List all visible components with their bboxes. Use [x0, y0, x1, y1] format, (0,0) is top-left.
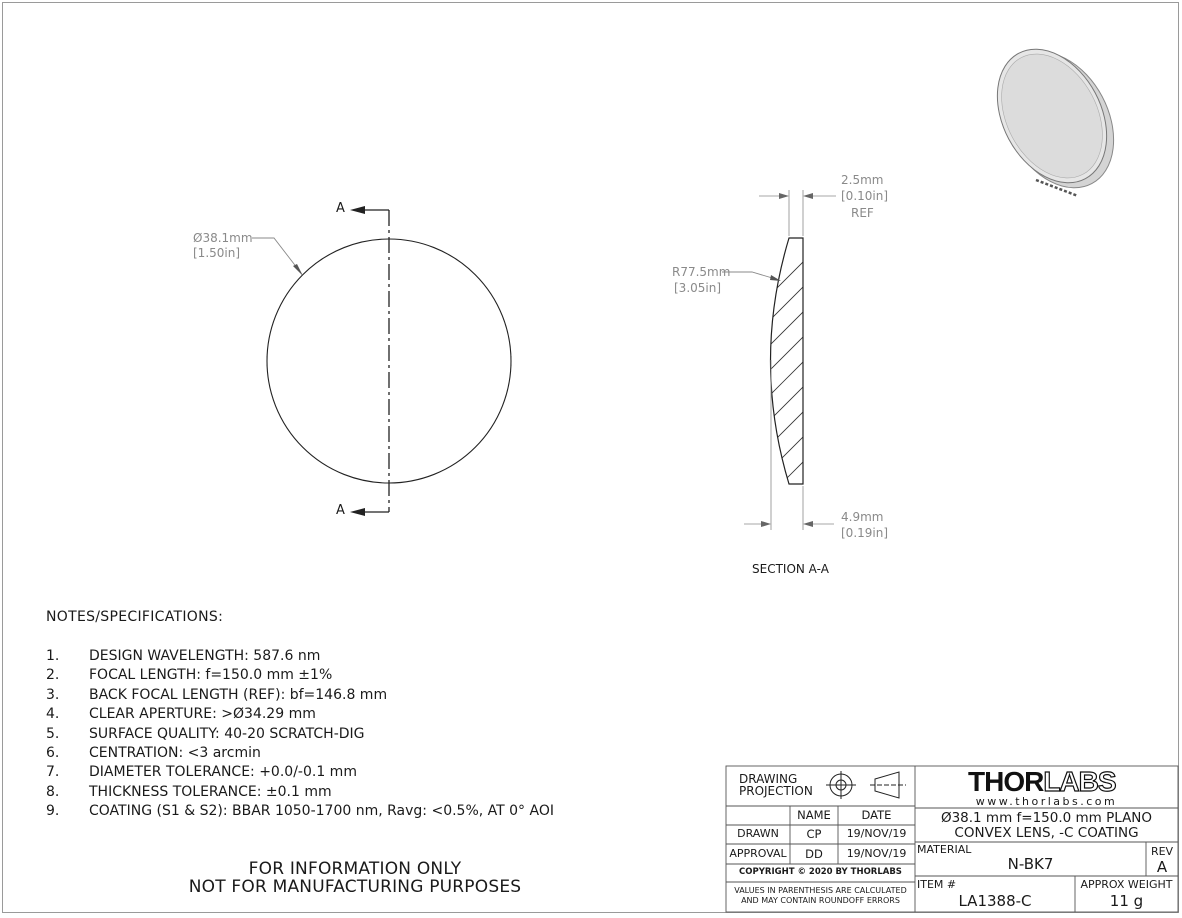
- col-name-header: NAME: [797, 808, 831, 822]
- note-item: 2. FOCAL LENGTH: f=150.0 mm ±1%: [46, 667, 333, 684]
- item-label: ITEM #: [917, 878, 957, 891]
- diameter-leader: [252, 238, 301, 273]
- disclaimer-line-1: FOR INFORMATION ONLY: [248, 859, 462, 879]
- rev-value: A: [1156, 858, 1168, 876]
- col-date-header: DATE: [861, 808, 892, 822]
- radius-dimension-in: [3.05in]: [674, 281, 722, 295]
- drawn-date: 19/NOV/19: [846, 827, 907, 840]
- disclaimer: [150, 860, 560, 896]
- lens-section-view: [760, 235, 830, 555]
- center-thickness-mm: 4.9mm: [841, 510, 884, 524]
- notes-title: NOTES/SPECIFICATIONS:: [46, 609, 224, 625]
- lens-isometric-render: [975, 30, 1136, 207]
- approval-label: APPROVAL: [729, 847, 787, 860]
- note-item: 6. CENTRATION: <3 arcmin: [46, 745, 261, 762]
- notes-list: [46, 647, 554, 822]
- approval-date: 19/NOV/19: [846, 847, 907, 860]
- note-item: 9. COATING (S1 & S2): BBAR 1050-1700 nm, Ravg: <0.5%, AT 0° AOI: [46, 803, 554, 820]
- note-item: 8. THICKNESS TOLERANCE: ±0.1 mm: [46, 783, 332, 800]
- website: www.thorlabs.com: [975, 795, 1118, 808]
- drawing-projection-label: DRAWING PROJECTION: [739, 772, 813, 798]
- section-letter-bottom: A: [336, 503, 345, 518]
- material-label: MATERIAL: [917, 843, 972, 856]
- drawn-name: CP: [806, 827, 822, 841]
- section-caption: SECTION A-A: [752, 562, 829, 576]
- values-note: VALUES IN PARENTHESIS ARE CALCULATED AND MAY CONTAIN ROUNDOFF ERRORS: [734, 886, 907, 905]
- section-letter-top: A: [336, 201, 345, 216]
- drawn-label: DRAWN: [737, 827, 779, 840]
- rev-label: REV: [1150, 845, 1174, 858]
- radius-dimension-mm: R77.5mm: [672, 265, 731, 279]
- note-item: 1. DESIGN WAVELENGTH: 587.6 nm: [46, 648, 321, 664]
- diameter-dimension-mm: Ø38.1mm: [193, 231, 253, 245]
- approval-name: DD: [805, 847, 823, 861]
- edge-thickness-mm: 2.5mm: [841, 173, 884, 187]
- note-item: 5. SURFACE QUALITY: 40-20 SCRATCH-DIG: [46, 725, 365, 742]
- weight-label: APPROX WEIGHT: [1080, 878, 1173, 891]
- item-number: LA1388-C: [958, 892, 1032, 910]
- note-item: 7. DIAMETER TOLERANCE: +0.0/-0.1 mm: [46, 764, 357, 781]
- note-item: 3. BACK FOCAL LENGTH (REF): bf=146.8 mm: [46, 686, 388, 703]
- note-item: 4. CLEAR APERTURE: >Ø34.29 mm: [46, 706, 316, 723]
- diameter-dimension-in: [1.50in]: [193, 246, 241, 260]
- center-thickness-in: [0.19in]: [841, 526, 889, 540]
- copyright: COPYRIGHT © 2020 BY THORLABS: [739, 867, 902, 877]
- edge-thickness-in: [0.10in]: [841, 189, 889, 203]
- material-value: N-BK7: [1007, 855, 1054, 873]
- projection-symbol-icon: [826, 771, 906, 799]
- edge-thickness-ref: REF: [851, 206, 874, 220]
- disclaimer-line-2: NOT FOR MANUFACTURING PURPOSES: [188, 877, 522, 897]
- part-description: Ø38.1 mm f=150.0 mm PLANO CONVEX LENS, -C COATING: [940, 810, 1153, 841]
- weight-value: 11 g: [1109, 892, 1144, 910]
- thorlabs-logo: THORLABS: [968, 766, 1116, 797]
